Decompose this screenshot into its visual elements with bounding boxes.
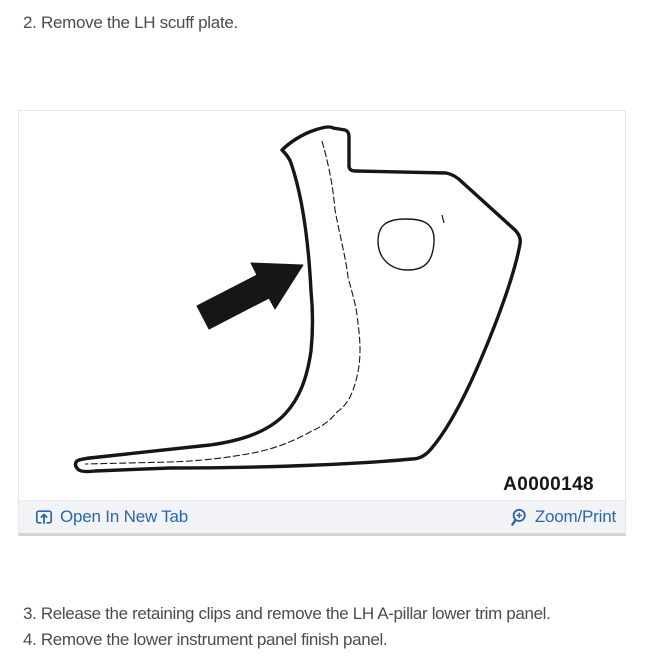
trim-panel-diagram (19, 111, 625, 500)
figure-image-area (19, 111, 625, 500)
figure-panel (18, 110, 626, 536)
zoom-print-link[interactable] (509, 507, 616, 527)
step-2-text: 2. Remove the LH scuff plate. (23, 13, 238, 32)
step-3-text: 3. Release the retaining clips and remove the LH A-pillar lower trim panel. (23, 604, 551, 623)
open-in-new-tab-link[interactable] (35, 507, 188, 527)
pointer-arrow (197, 263, 303, 329)
step-4-text: 4. Remove the lower instrument panel finish panel. (23, 630, 388, 649)
open-in-new-tab-label: Open In New Tab (60, 507, 189, 526)
steps-bottom-block (23, 601, 550, 653)
figure-code-label: A0000148 (503, 474, 594, 495)
figure-toolbar (19, 500, 625, 533)
grommet-hole (378, 219, 434, 270)
panel-outline (76, 127, 521, 472)
zoom-print-label: Zoom/Print (534, 507, 616, 526)
box-arrow-up-icon (35, 508, 53, 526)
magnifier-plus-icon (509, 508, 528, 527)
